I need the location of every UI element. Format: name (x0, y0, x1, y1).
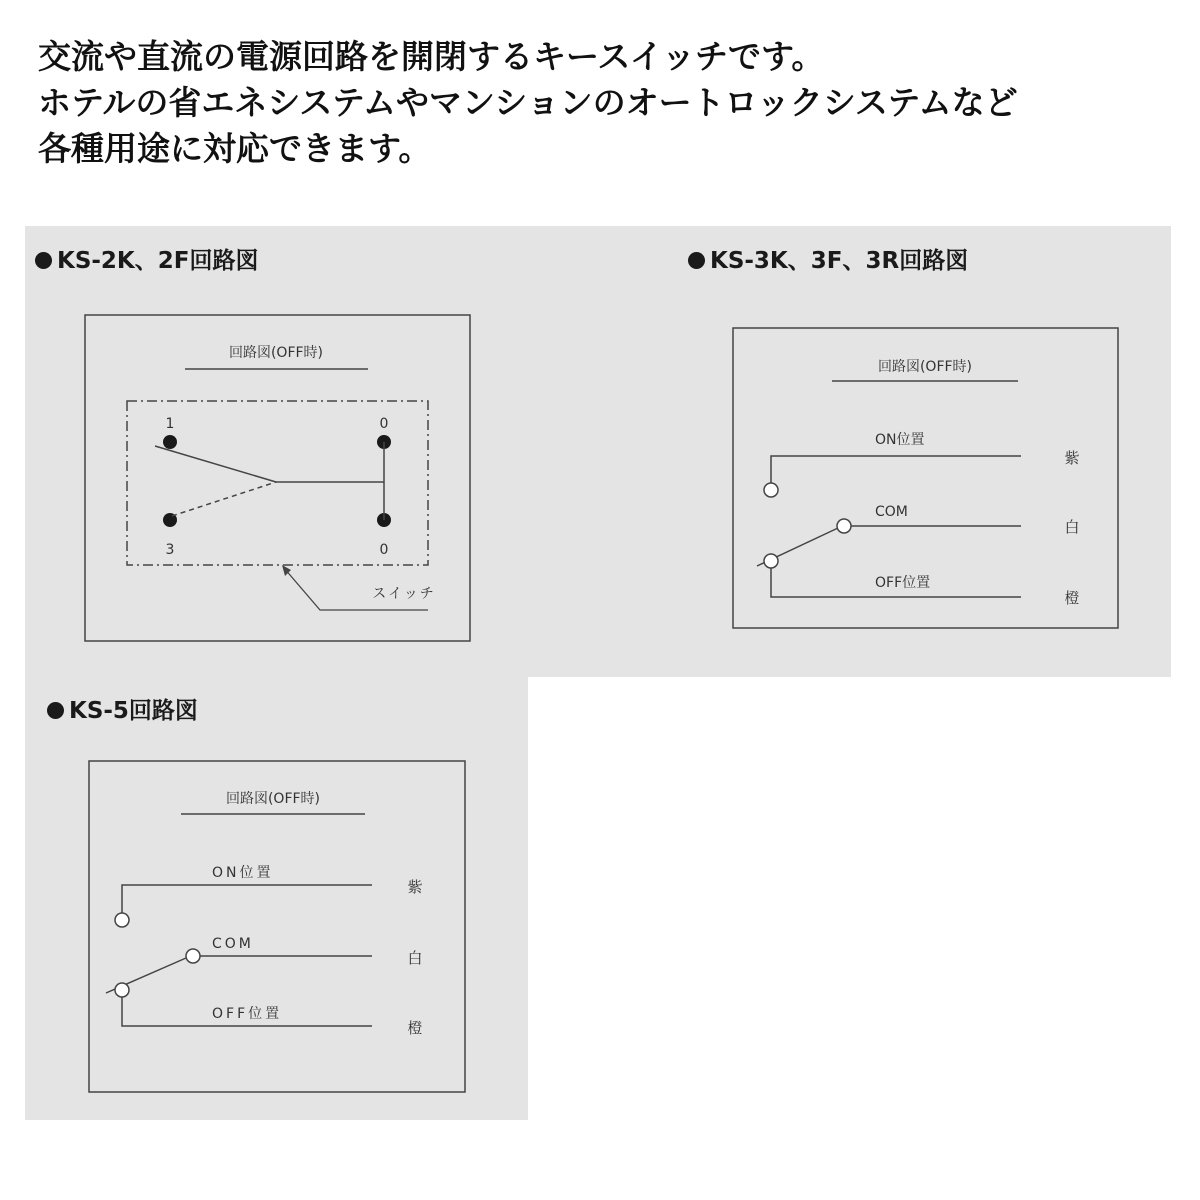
wire-color-purple: 紫 (407, 878, 423, 896)
on-position-label: ON位置 (212, 865, 274, 881)
off-position-label: OFF位置 (875, 575, 931, 591)
on-wire (771, 456, 1021, 483)
off-terminal (764, 554, 778, 568)
heading-ks5-text: KS-5回路図 (69, 698, 198, 724)
terminal-dot-1 (163, 435, 177, 449)
diagram-ks5 (89, 761, 465, 1092)
wire-color-orange: 橙 (1064, 589, 1080, 607)
contact-arm-dashed (172, 482, 276, 516)
wire-color-orange: 橙 (407, 1019, 423, 1037)
wire-color-white: 白 (1064, 518, 1080, 536)
diagram-ks3 (733, 328, 1118, 628)
com-terminal (837, 519, 851, 533)
heading-ks2-text: KS-2K、2F回路図 (57, 248, 259, 274)
terminal-label-0-bottom: 0 (379, 542, 389, 558)
diagram-ks2 (85, 315, 470, 641)
on-position-label: ON位置 (875, 432, 925, 448)
diagram-ks5-caption: 回路図(OFF時) (225, 791, 321, 807)
diagram-ks5-frame (89, 761, 465, 1092)
switch-label: スイッチ (372, 586, 436, 602)
intro-line-1: 交流や直流の電源回路を開閉するキースイッチです。 (38, 37, 825, 76)
intro-line-3: 各種用途に対応できます。 (38, 129, 432, 168)
heading-ks3-text: KS-3K、3F、3R回路図 (710, 248, 969, 274)
wire-color-purple: 紫 (1064, 449, 1080, 467)
terminal-label-0-top: 0 (379, 416, 389, 432)
contact-arm (155, 446, 276, 482)
terminal-label-1: 1 (165, 416, 175, 432)
com-label: COM (212, 936, 254, 952)
on-terminal (115, 913, 129, 927)
off-position-label: OFF位置 (212, 1006, 283, 1022)
on-wire (122, 885, 372, 913)
com-label: COM (875, 504, 908, 520)
wire-color-white: 白 (407, 949, 423, 967)
diagram-ks2-caption: 回路図(OFF時) (228, 345, 324, 361)
diagram-ks3-caption: 回路図(OFF時) (877, 359, 973, 375)
terminal-label-3: 3 (165, 542, 175, 558)
on-terminal (764, 483, 778, 497)
intro-line-2: ホテルの省エネシステムやマンションのオートロックシステムなど (38, 83, 1018, 122)
off-terminal (115, 983, 129, 997)
com-terminal (186, 949, 200, 963)
